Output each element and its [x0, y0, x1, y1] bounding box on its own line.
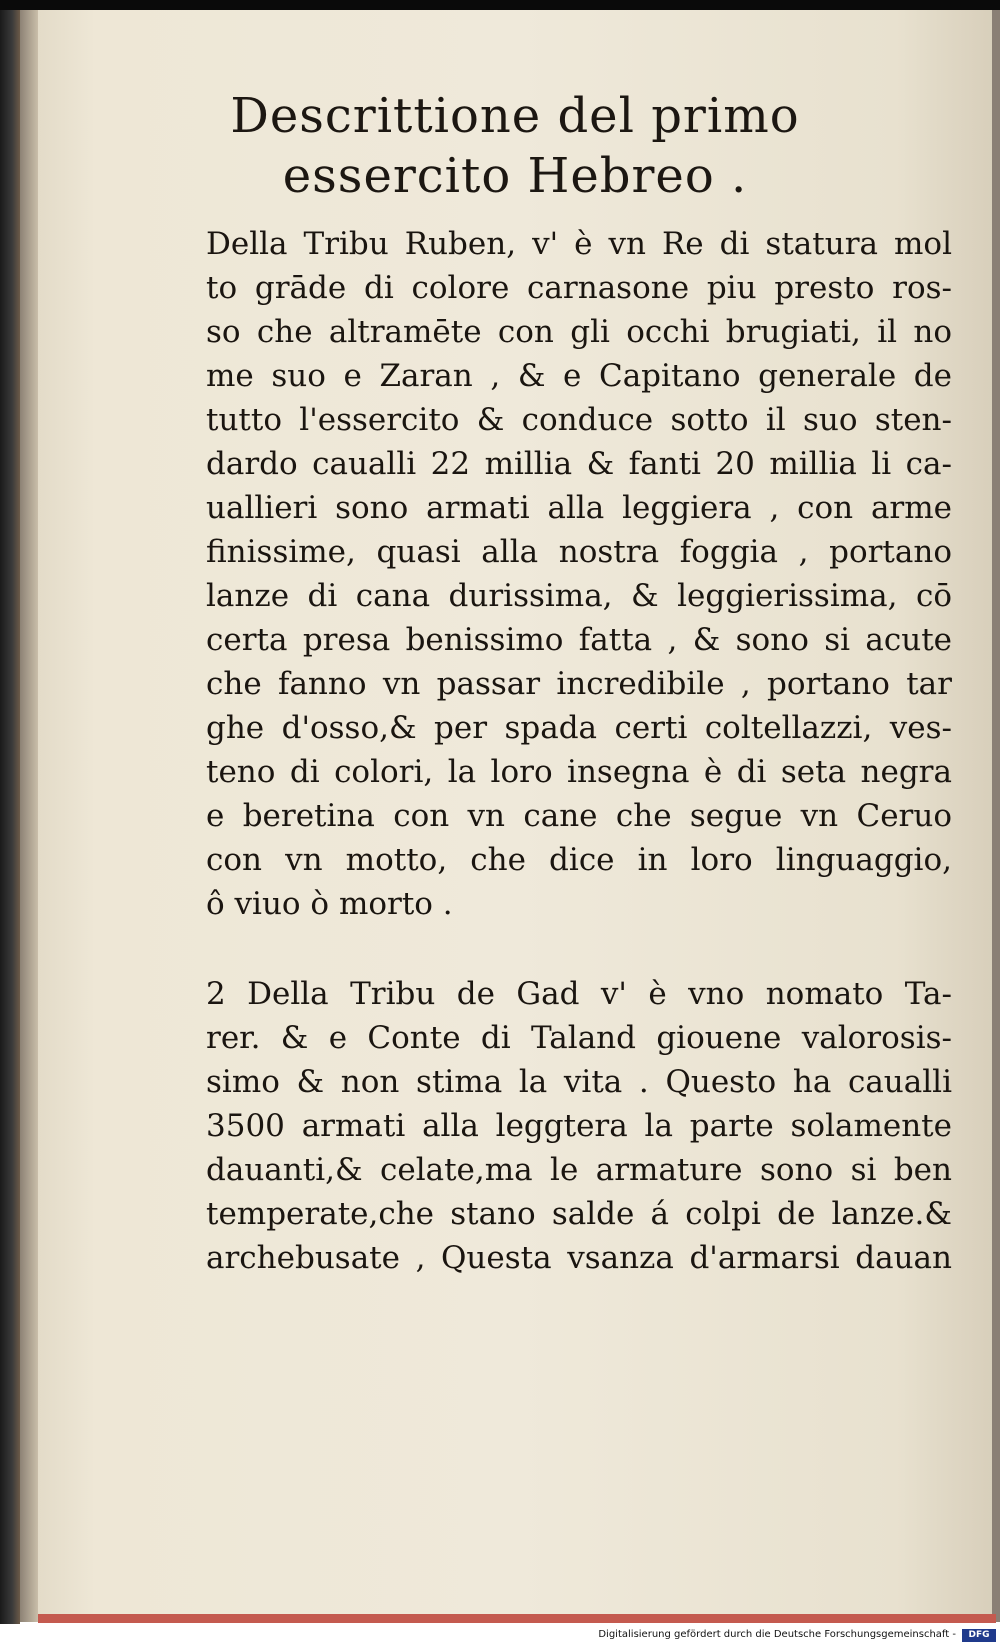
text-line: tutto l'essercito & conduce sotto il suo sten-: [206, 402, 952, 438]
text-line: ghe d'osso,& per spada certi coltellazzi, ves-: [206, 710, 952, 746]
dfg-logo: DFG: [962, 1629, 996, 1642]
paragraph-ruben: [206, 222, 952, 926]
book-page: [38, 10, 995, 1618]
text-line: ô viuo ò morto .: [206, 886, 453, 922]
red-page-edge: [38, 1614, 996, 1623]
text-line: archebusate , Questa vsanza d'armarsi dauan: [206, 1240, 952, 1276]
text-line: finissime, quasi alla nostra foggia , portano: [206, 534, 952, 570]
text-line: to grāde di colore carnasone piu presto ros-: [206, 270, 952, 306]
text-line: lanze di cana durissima, & leggierissima, cō: [206, 578, 952, 614]
text-line: dardo caualli 22 millia & fanti 20 millia li ca-: [206, 446, 952, 482]
title-line-2: essercito Hebreo .: [282, 148, 748, 204]
page-edge: [992, 10, 1000, 1622]
text-line: uallieri sono armati alla leggiera , con arme: [206, 490, 952, 526]
page-gutter: [20, 10, 38, 1622]
text-line: rer. & e Conte di Taland giouene valorosis-: [206, 1020, 952, 1056]
text-line: 3500 armati alla leggtera la parte solamente: [206, 1108, 952, 1144]
text-line: temperate,che stano salde á colpi de lanze.&: [206, 1196, 952, 1232]
text-line: teno di colori, la loro insegna è di seta negra: [206, 754, 952, 790]
funding-credit: Digitalisierung gefördert durch die Deutsche Forschungsgemeinschaft -: [598, 1629, 956, 1640]
text-line: 2 Della Tribu de Gad v' è vno nomato Ta-: [206, 976, 952, 1012]
text-line: e beretina con vn cane che segue vn Ceruo: [206, 798, 952, 834]
text-line: certa presa benissimo fatta , & sono si acute: [206, 622, 952, 658]
text-line: con vn motto, che dice in loro linguaggio,: [206, 842, 952, 878]
text-line: so che altramēte con gli occhi brugiati, il no: [206, 314, 952, 350]
text-line: me suo e Zaran , & e Capitano generale de: [206, 358, 952, 394]
text-line: dauanti,& celate,ma le armature sono si ben: [206, 1152, 952, 1188]
text-line: che fanno vn passar incredibile , portano tar: [206, 666, 952, 702]
paragraph-gad: [206, 972, 952, 1280]
book-binding: [0, 10, 20, 1624]
title-line-1: Descrittione del primo: [230, 88, 800, 144]
text-line: Della Tribu Ruben, v' è vn Re di statura mol: [206, 226, 952, 262]
text-line: simo & non stima la vita . Questo ha caualli: [206, 1064, 952, 1100]
scan-top-edge: [0, 0, 1000, 10]
